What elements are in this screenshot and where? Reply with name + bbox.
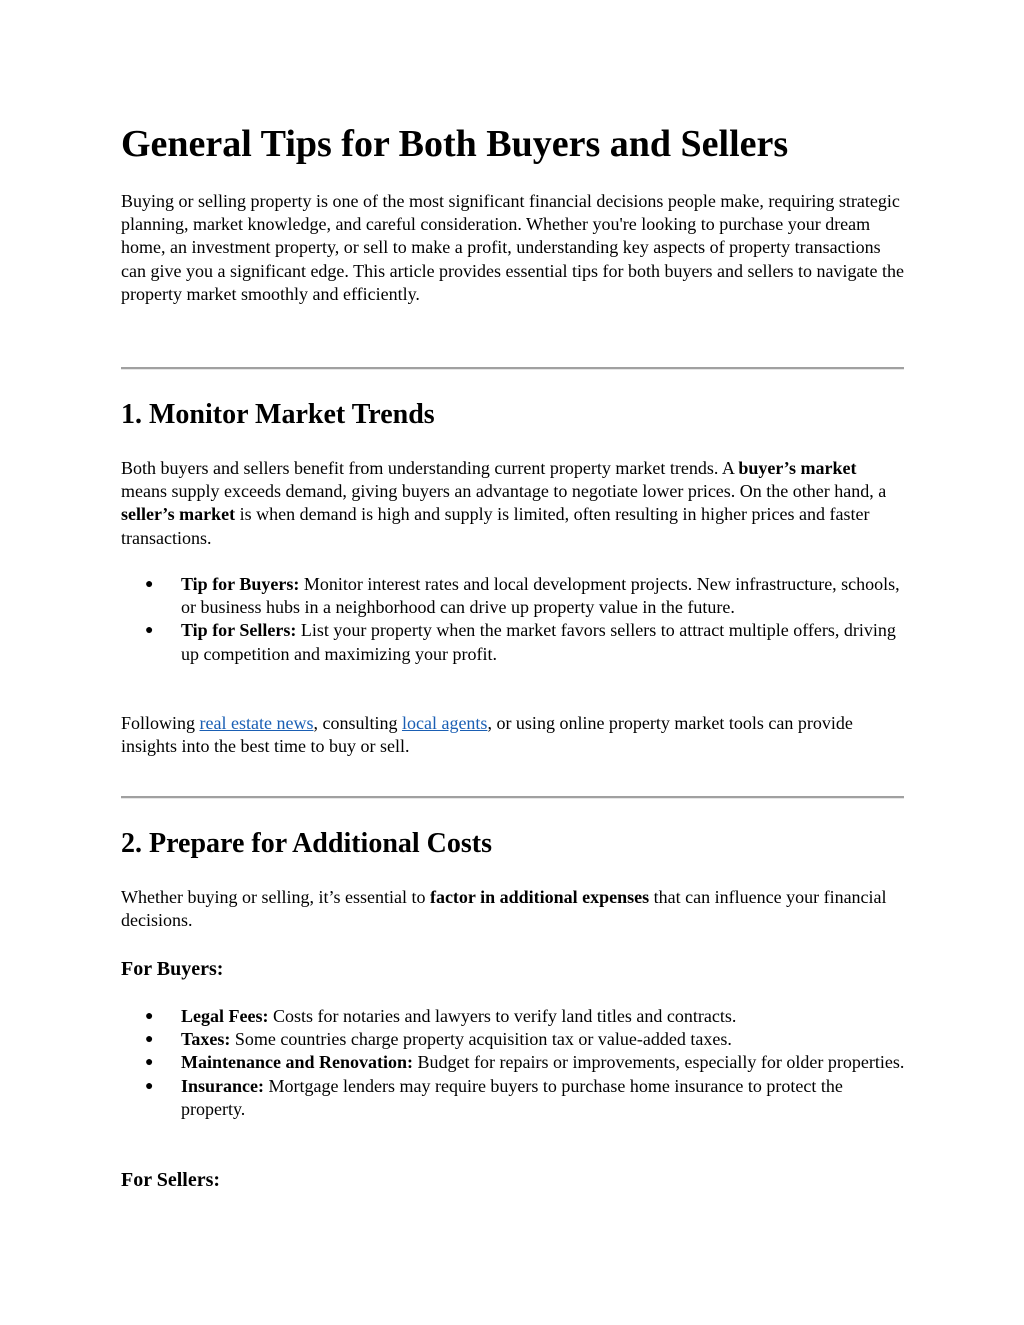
item-label: Taxes: bbox=[181, 1029, 231, 1050]
sellers-market-term: seller’s market bbox=[121, 504, 236, 525]
bullet-icon: ● bbox=[145, 1055, 154, 1071]
bullet-icon: ● bbox=[145, 623, 154, 639]
item-text: Costs for notaries and lawyers to verify land titles and contracts. bbox=[268, 1006, 737, 1026]
additional-expenses-term: factor in additional expenses bbox=[429, 887, 650, 907]
tip-label: Tip for Buyers: bbox=[181, 574, 300, 594]
section1-heading: 1. Monitor Market Trends bbox=[121, 399, 435, 430]
text-run: , or using online property market tools can provide insights into the best time to buy or sell. bbox=[121, 713, 853, 757]
section1-paragraph bbox=[121, 457, 905, 550]
item-text: Budget for repairs or improvements, especially for older properties. bbox=[413, 1052, 905, 1073]
list-item bbox=[121, 573, 905, 619]
section1-followup-paragraph bbox=[121, 712, 905, 758]
text-run: Both buyers and sellers benefit from understanding current property market trends. A bbox=[121, 458, 739, 478]
list-item bbox=[121, 1051, 905, 1074]
bullet-icon: ● bbox=[145, 1032, 154, 1048]
tip-text: List your property when the market favors sellers to attract multiple offers, driving up competition and maximizing your profit. bbox=[181, 620, 896, 664]
item-text: Mortgage lenders may require buyers to purchase home insurance to protect the property. bbox=[181, 1075, 843, 1119]
real-estate-news-link[interactable]: real estate news bbox=[199, 713, 314, 733]
text-run: means supply exceeds demand, giving buyers an advantage to negotiate lower prices. On the other hand, a bbox=[121, 481, 887, 502]
item-label: Insurance: bbox=[181, 1075, 265, 1096]
for-sellers-heading: For Sellers: bbox=[121, 1169, 221, 1191]
list-item bbox=[121, 619, 905, 665]
text-run: is when demand is high and supply is limited, often resulting in higher prices and faster transactions. bbox=[121, 504, 870, 548]
tips-list bbox=[121, 573, 905, 666]
section-divider bbox=[121, 367, 904, 370]
local-agents-link[interactable]: local agents bbox=[401, 713, 488, 733]
item-text: Some countries charge property acquisition tax or value-added taxes. bbox=[230, 1029, 732, 1050]
section2-heading: 2. Prepare for Additional Costs bbox=[121, 828, 493, 859]
for-buyers-heading: For Buyers: bbox=[121, 958, 224, 980]
tip-label: Tip for Sellers: bbox=[181, 620, 297, 641]
buyers-costs-list bbox=[121, 1005, 905, 1121]
bullet-icon: ● bbox=[145, 1009, 154, 1024]
section2-paragraph bbox=[121, 886, 905, 932]
list-item bbox=[121, 1028, 905, 1051]
section-divider bbox=[121, 796, 904, 799]
intro-paragraph: Buying or selling property is one of the most significant financial decisions people make, requiring strategic planning, market knowledge, and careful consideration. Whether you're looking to purchase your dream home, an investment property, or sell to make a profit, understanding key aspects of property transactions can give you a significant edge. This article provides essential tips for both buyers and sellers to navigate the property market smoothly and efficiently. bbox=[121, 191, 904, 304]
buyers-market-term: buyer’s market bbox=[738, 458, 857, 478]
bullet-icon: ● bbox=[145, 1078, 154, 1094]
bullet-icon: ● bbox=[145, 577, 154, 592]
list-item bbox=[121, 1005, 905, 1028]
list-item bbox=[121, 1075, 905, 1121]
text-run: , consulting bbox=[313, 713, 402, 733]
item-label: Maintenance and Renovation: bbox=[181, 1052, 414, 1073]
text-run: that can influence your financial decisions. bbox=[121, 887, 887, 931]
item-label: Legal Fees: bbox=[181, 1006, 269, 1026]
tip-text: Monitor interest rates and local development projects. New infrastructure, schools, or business hubs in a neighborhood can drive up property value in the future. bbox=[181, 574, 900, 618]
text-run: Following bbox=[121, 713, 200, 733]
page-title: General Tips for Both Buyers and Sellers bbox=[121, 123, 789, 165]
text-run: Whether buying or selling, it’s essential to bbox=[121, 887, 430, 907]
